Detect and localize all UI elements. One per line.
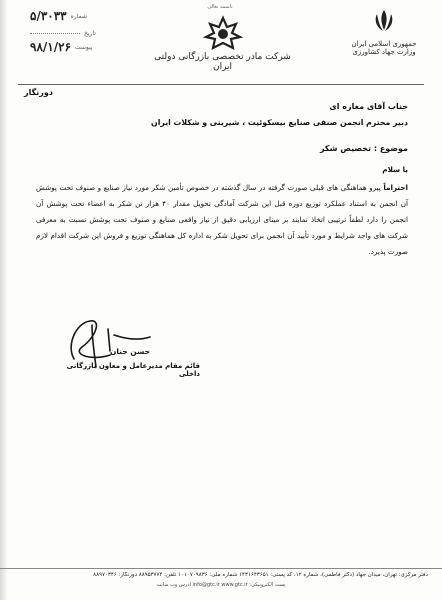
company-logo-icon [203, 15, 243, 51]
signature-block [60, 335, 200, 378]
attachment-label: پیوست [75, 43, 93, 51]
date-label: تاریخ [84, 30, 96, 37]
scan-shadow [0, 0, 8, 600]
footer-rule [0, 568, 442, 569]
company-logo [196, 15, 250, 55]
company-name: شرکت مادر تخصصی بازرگانی دولتی ایران [154, 52, 291, 72]
greeting: با سلام [382, 165, 408, 174]
gov-line2: وزارت جهاد کشاورزی [352, 48, 416, 56]
bismillah: باسمه تعالی [207, 4, 233, 10]
footer-address: دفتر مرکزی: تهران، میدان جهاد (دکتر فاطمی)، شماره ۱۲، کد پستی: ۱۴۳۱۶۴۳۶۵۱ شماره ملی: ۱۰۱۰۷۰۹۸۳۶ تلفن: ۸۸۹۵۳۷۷۴ دورنگار: ۸۸۹۷۰۳۴۶ [93, 572, 428, 578]
gov-line1: جمهوری اسلامی ایران [351, 40, 417, 48]
letter-date [30, 40, 93, 54]
number-value: ۵/۳۰۳۳ [30, 9, 67, 23]
subject: موضوع : تخصیص شکر [319, 144, 408, 153]
body-opening: احتراماً [383, 183, 408, 192]
signer-name: حسن حنان [109, 347, 151, 356]
government-emblem [344, 8, 424, 56]
number-label: شماره [70, 12, 87, 20]
letter-number [30, 9, 87, 23]
recipient-line2: دبیر محترم انجمن صنفی صنایع بیسکوئیت ، شیرینی و شکلات ایران [151, 118, 408, 127]
header-rule [18, 84, 424, 85]
recipient-line1: جناب آقای مغازه ای [329, 102, 408, 111]
footer-web: پست الکترونیکی: info@gtc.ir www.gtc.ir آدرس وب سایت [156, 582, 286, 588]
signer-title: قائم مقام مدیرعامل و معاون بازرگانی داخلی [66, 362, 200, 378]
iran-emblem-icon [371, 8, 397, 34]
fax-note: دورنگار [24, 88, 53, 97]
letter-date-row [30, 30, 96, 37]
letter-body [36, 162, 408, 260]
date-value: ۹۸/۱/۲۶ [30, 40, 71, 54]
body-text: پیرو هماهنگی های قبلی صورت گرفته در سال گذشته در خصوص تأمین شکر مورد نیاز صنایع و صنوف تحت پوشش آن انجمن به استناد عملکرد توزیع دوره قبل این شرکت آمادگی تحویل مقدار ۴۰ هزار تن شکر به اعضاء تحت پوشش آن انجمن را دارد لطفاً ترتیبی اتخاذ نمایند بر مبنای ارزیابی دقیق از نیاز واقعی صنایع و صنوف تحت پوشش نسبت به معرفی شرکت های واجد شرایط و مورد تأیید آن انجمن برای تحویل شکر به اداره کل هماهنگی توزیع و فروش این شرکت اقدام لازم صورت پذیرد. [36, 183, 408, 256]
date-line [30, 33, 80, 34]
